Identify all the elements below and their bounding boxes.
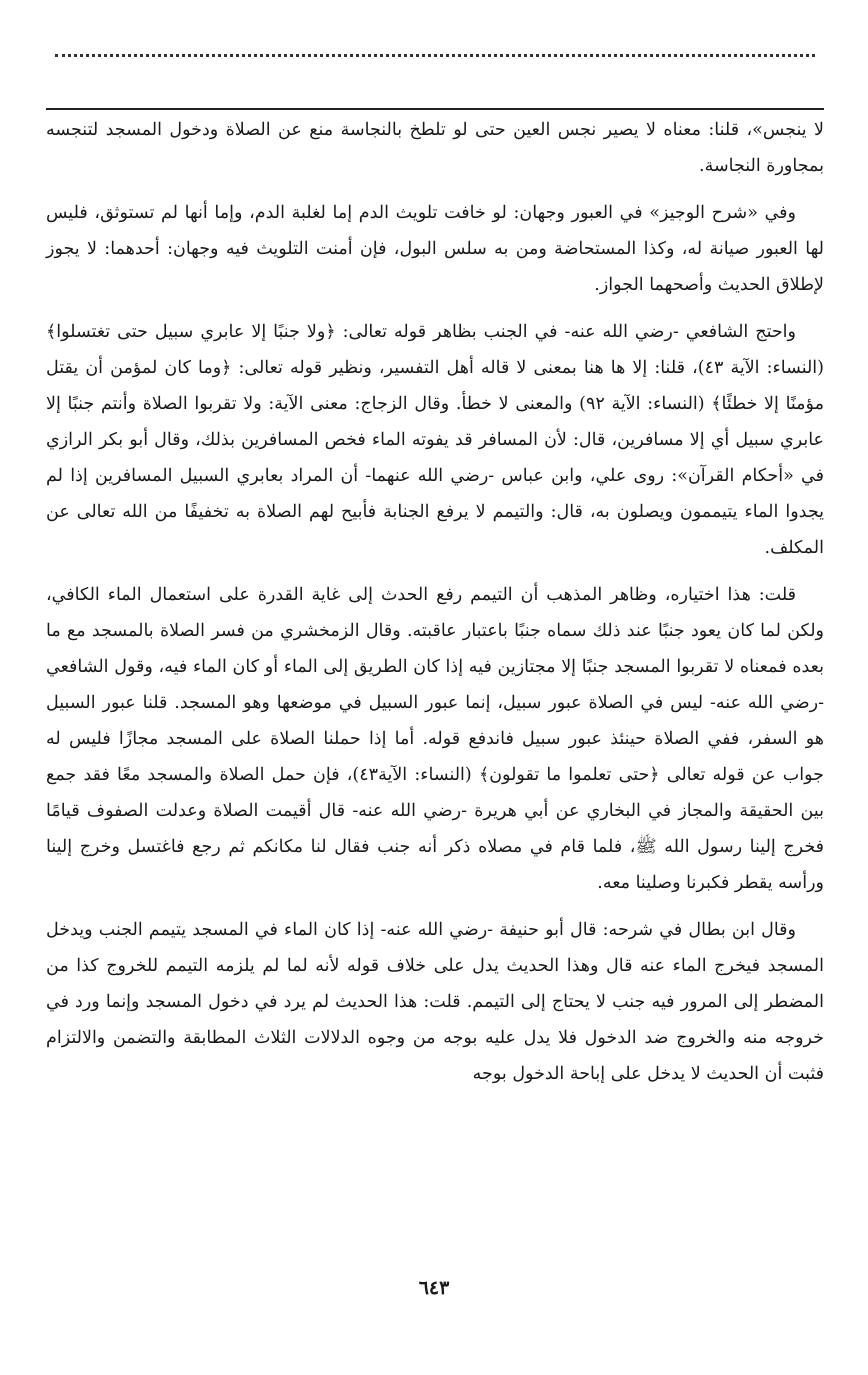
header-solid-rule (46, 108, 824, 110)
paragraph-author-opinion: قلت: هذا اختياره، وظاهر المذهب أن التيمم رفع الحدث إلى غاية القدرة على استعمال الماء الكافي، ولكن لما كان يعود جنبًا عند ذلك سماه جنبًا باعتبار عاقبته. وقال الزمخشري من فسر الصلاة بالمسجد مع ما بعده فمعناه لا تقربوا المسجد جنبًا إلا مجتازين فيه إذا كان الطريق إلى الماء أو كان الماء فيه، وقول الشافعي -رضي الله عنه- ليس في الصلاة عبور سبيل، إنما عبور السبيل في موضعها وهو المسجد. قلنا عبور السبيل هو السفر، ففي الصلاة حينئذ عبور سبيل فاندفع قوله. أما إذا حملنا الصلاة على المسجد مجازًا فليس له جواب عن قوله تعالى ﴿حتى تعلموا ما تقولون﴾ (النساء: الآية٤٣)، فإن حمل الصلاة والمسجد معًا فقد جمع بين الحقيقة والمجاز في البخاري عن أبي هريرة -رضي الله عنه- قال أقيمت الصلاة وعدلت الصفوف قيامًا فخرج إلينا رسول الله ﷺ، فلما قام في مصلاه ذكر أنه جنب فقال لنا مكانكم ثم رجع فاغتسل وخرج إلينا ورأسه يقطر فكبرنا وصلينا معه. (46, 585, 825, 893)
page-number: ٦٤٣ (418, 1277, 450, 1299)
header-dotted-rule (55, 54, 815, 57)
paragraph-shafii-argument: واحتج الشافعي -رضي الله عنه- في الجنب بظاهر قوله تعالى: ﴿ولا جنبًا إلا عابري سبيل حتى تغتسلوا﴾ (النساء: الآية ٤٣)، قلنا: إلا ها هنا بمعنى لا قاله أهل التفسير، ونظير قوله تعالى: ﴿وما كان لمؤمن أن يقتل مؤمنًا إلا خطئًا﴾ (النساء: الآية ٩٢) والمعنى لا خطأ. وقال الزجاج: معنى الآية: ولا تقربوا الصلاة وأنتم جنبًا إلا عابري سبيل أي إلا مسافرين، قال: لأن المسافر قد يفوته الماء فخص المسافرين بذلك، وقال أبو بكر الرازي في «أحكام القرآن»: روى علي، وابن عباس -رضي الله عنهما- أن المراد بعابري السبيل المسافرين إذا لم يجدوا الماء يتيممون ويصلون به، قال: والتيمم لا يرفع الجنابة فأبيح لهم الصلاة به تخفيفًا من الله تعالى عن المكلف. (46, 322, 824, 558)
paragraph-sharh-al-wajiz: وفي «شرح الوجيز» في العبور وجهان: لو خافت تلويث الدم إما لغلبة الدم، وإما أنها لم تستوثق، فليس لها العبور صيانة له، وكذا المستحاضة ومن به سلس البول، فإن أمنت التلويث فيه وجهان: أحدهما: لا يجوز لإطلاق الحديث وأصحهما الجواز. (46, 203, 824, 295)
paragraph-ibn-battal: وقال ابن بطال في شرحه: قال أبو حنيفة -رضي الله عنه- إذا كان الماء في المسجد يتيمم الجنب ويدخل المسجد فيخرج الماء عنه قال وهذا الحديث يدل على خلاف قوله لأنه لما لم يلزمه التيمم للخروج كذا من المضطر إلى المرور فيه جنب لا يحتاج إلى التيمم. قلت: هذا الحديث لم يرد في دخول المسجد وإنما ورد في خروجه منه والخروج ضد الدخول فلا يدل عليه بوجه من وجوه الدلالات الثلاث المطابقة والتضمن والالتزام فثبت أن الحديث لا يدخل على إباحة الدخول بوجه (46, 920, 824, 1084)
paragraph-continuation: لا ينجس»، قلنا: معناه لا يصير نجس العين حتى لو تلطخ بالنجاسة منع عن الصلاة ودخول المسجد لتنجسه بمجاورة النجاسة. (46, 120, 824, 176)
body-text (46, 112, 824, 1092)
